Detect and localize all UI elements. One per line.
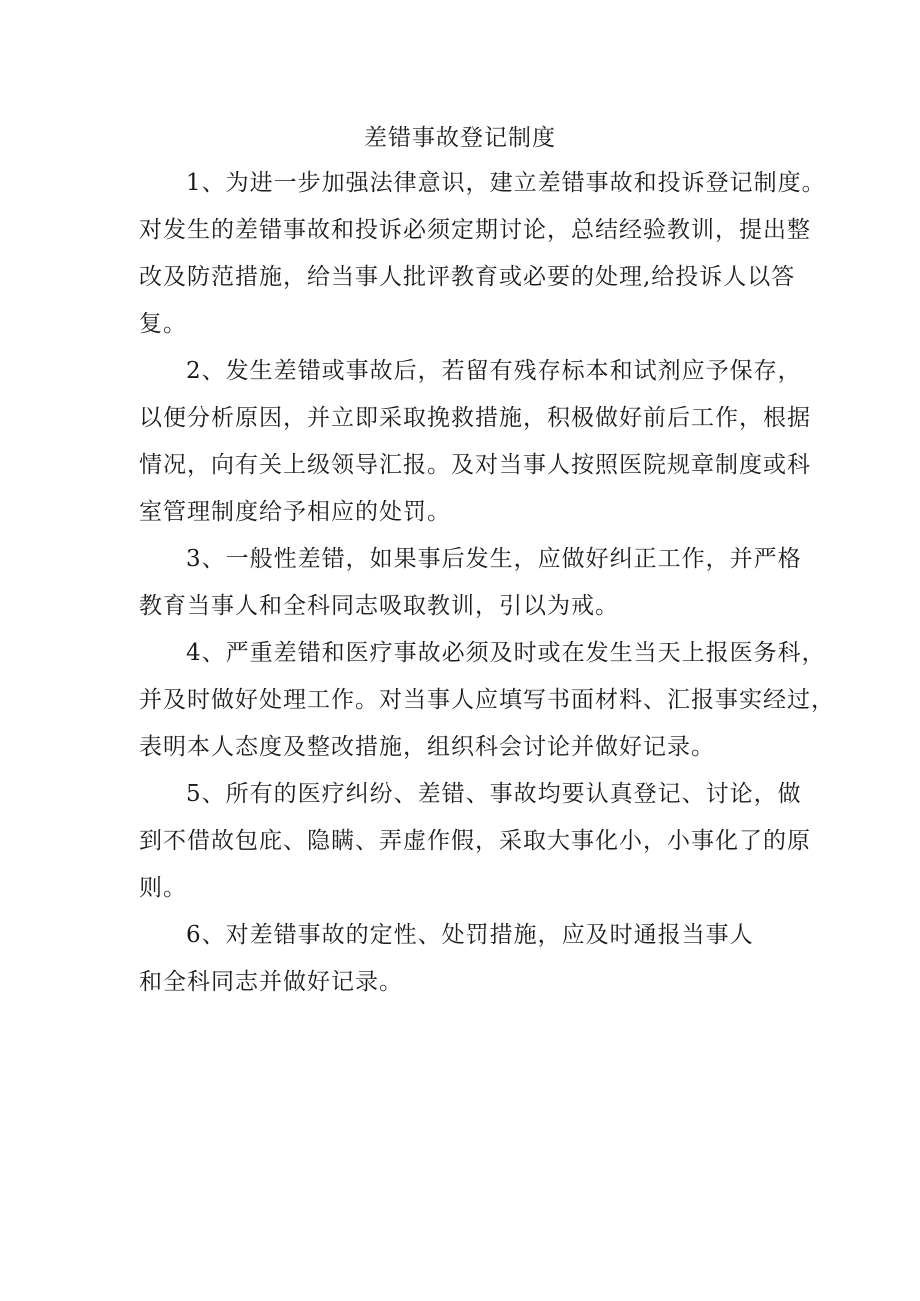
rule-5-line-2: 到不借故包庇、隐瞒、弄虚作假，采取大事化小，小事化了的原 <box>139 828 811 854</box>
rule-3-line-2: 教育当事人和全科同志吸取教训，引以为戒。 <box>139 593 619 619</box>
rule-5-line-3: 则。 <box>139 875 187 901</box>
rule-4-line-2: 并及时做好处理工作。对当事人应填写书面材料、汇报事实经过， <box>139 687 835 713</box>
document-title: 差错事故登记制度 <box>364 125 556 151</box>
rule-2-line-3: 情况，向有关上级领导汇报。及对当事人按照医院规章制度或科 <box>139 452 811 478</box>
rule-4-line-1: 4、严重差错和医疗事故必须及时或在发生当天上报医务科， <box>186 640 826 666</box>
rule-1-line-4: 复。 <box>139 311 187 337</box>
rule-3-line-1: 3、一般性差错，如果事后发生，应做好纠正工作，并严格 <box>186 546 802 572</box>
rule-6-line-1: 6、对差错事故的定性、处罚措施，应及时通报当事人 <box>186 922 754 948</box>
rule-2-line-2: 以便分析原因，并立即采取挽救措施，积极做好前后工作，根据 <box>139 405 811 431</box>
rule-5-line-1: 5、所有的医疗纠纷、差错、事故均要认真登记、讨论，做 <box>186 781 802 807</box>
rule-4-line-3: 表明本人态度及整改措施，组织科会讨论并做好记录。 <box>139 734 715 760</box>
rule-2-line-1: 2、发生差错或事故后，若留有残存标本和试剂应予保存， <box>186 358 802 384</box>
rule-1-line-2: 对发生的差错事故和投诉必须定期讨论，总结经验教训，提出整 <box>139 217 811 243</box>
rule-1-line-3: 改及防范措施，给当事人批评教育或必要的处理,给投诉人以答 <box>139 264 796 290</box>
rule-1-line-1: 1、为进一步加强法律意识，建立差错事故和投诉登记制度。 <box>186 170 826 196</box>
rule-2-line-4: 室管理制度给予相应的处罚。 <box>139 499 451 525</box>
rule-6-line-2: 和全科同志并做好记录。 <box>139 969 403 995</box>
